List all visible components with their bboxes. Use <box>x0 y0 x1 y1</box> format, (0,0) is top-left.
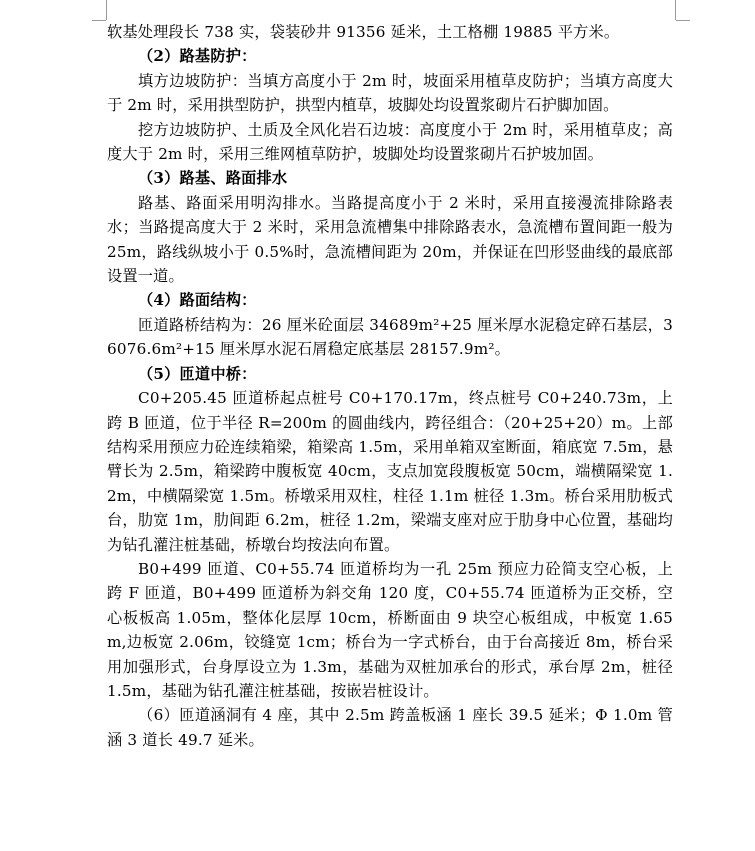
paragraph-fill-slope: 填方边坡防护：当填方高度小于 2m 时，坡面采用植草皮防护；当填方高度大于 2m 时，采用拱型防护，拱型内植草，坡脚处均设置浆砌片石护脚加固。 <box>107 71 673 115</box>
heading-subgrade-protection: （2）路基防护： <box>138 47 257 66</box>
page-corner-mark-left-h <box>92 20 106 21</box>
heading-ramp-bridge: （5）匝道中桥： <box>138 364 257 383</box>
heading-pavement-structure: （4）路面结构： <box>138 291 257 310</box>
paragraph-c0-bridge: C0+205.45 匝道桥起点桩号 C0+170.17m，终点桩号 C0+240.73m，上跨 B 匝道，位于半径 R=200m 的圆曲线内，跨径组合：（20+25+20）m。上部结构采用预应力砼连续箱梁，箱梁高 1.5m，采用单箱双室断面，箱底宽 7.5m，悬臂长为 2.5m，箱梁跨中腹板宽 40cm，支点加宽段腹板宽 50cm，端横隔梁宽 1.2m，中横隔梁宽 1.5m。桥墩采用双柱，柱径 1.1m 桩径 1.3m。桥台采用肋板式台，肋宽 1m，肋间距 6.2m，桩径 1.2m，梁端支座对应于肋身中心位置，基础均为钻孔灌注桩基础，桥墩台均按法向布置。 <box>107 389 673 554</box>
heading-drainage: （3）路基、路面排水 <box>138 169 288 188</box>
paragraph-cut-slope: 挖方边坡防护、土质及全风化岩石边坡：高度度小于 2m 时，采用植草皮；高度大于 2m 时，采用三维网植草防护，坡脚处均设置浆砌片石护坡加固。 <box>107 120 673 164</box>
paragraph-culverts: （6）匝道涵洞有 4 座，其中 2.5m 跨盖板涵 1 座长 39.5 延米；Φ 1.0m 管涵 3 道长 49.7 延米。 <box>107 706 673 749</box>
paragraph-drainage: 路基、路面采用明沟排水。当路提高度小于 2 米时，采用直接漫流排除路表水；当路提高度大于 2 米时，采用急流槽集中排除路表水，急流槽布置间距一般为 25m，路线纵坡小于 0.5%时，急流槽间距为 20m，并保证在凹形竖曲线的最底部设置一道。 <box>107 193 673 286</box>
document-body <box>107 20 673 752</box>
paragraph-soft-foundation: 软基处理段长 738 实，袋装砂井 91356 延米，土工格棚 19885 平方米。 <box>107 23 620 41</box>
page-corner-mark-left <box>106 0 107 20</box>
page-corner-mark-right-h <box>676 20 690 21</box>
paragraph-b0-bridge: B0+499 匝道、C0+55.74 匝道桥均为一孔 25m 预应力砼简支空心板，上跨 F 匝道，B0+499 匝道桥为斜交角 120 度，C0+55.74 匝道桥为正交桥，空心板板高 1.05m，整体化层厚 10cm，桥断面由 9 块空心板组成，中板宽 1.65m,边板宽 2.06m，铰缝宽 1cm；桥台为一字式桥台，由于台高接近 8m，桥台采用加强形式，台身厚设立为 1.3m，基础为双桩加承台的形式，承台厚 2m，桩径 1.5m，基础为钻孔灌注桩基础，按嵌岩桩设计。 <box>107 559 673 700</box>
paragraph-pavement-structure: 匝道路桥结构为：26 厘米砼面层 34689m²+25 厘米厚水泥稳定碎石基层，36076.6m²+15 厘米厚水泥石屑稳定底基层 28157.9m²。 <box>107 315 673 359</box>
page-corner-mark-right <box>675 0 676 20</box>
